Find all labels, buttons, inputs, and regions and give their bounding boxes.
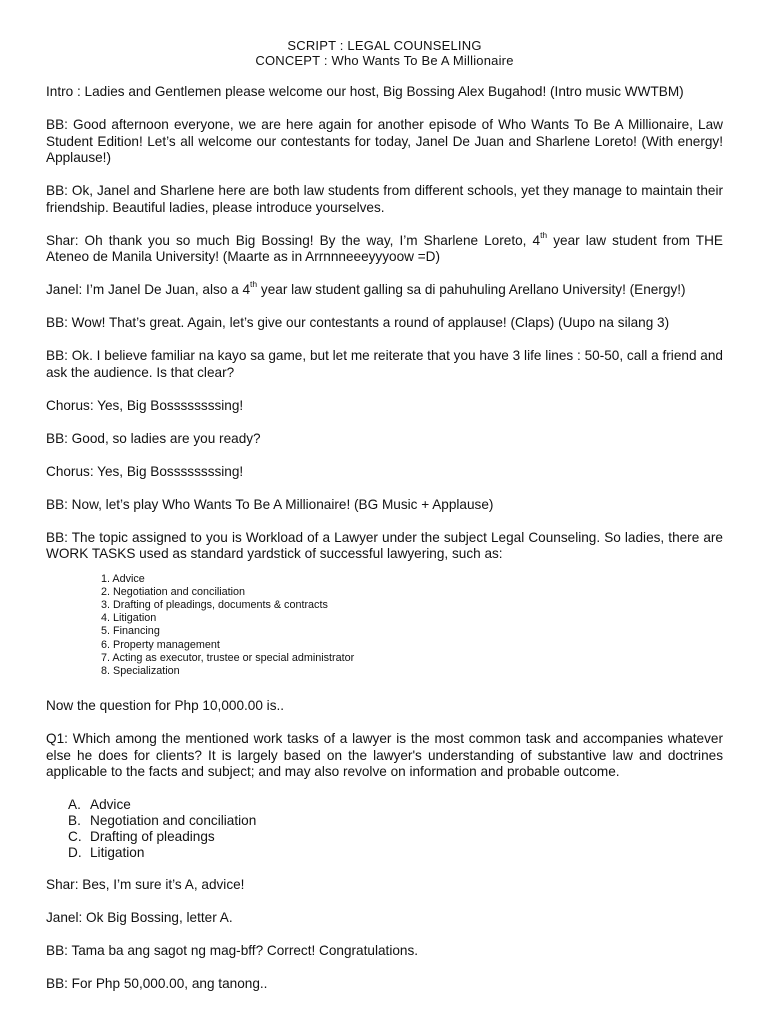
choice-letter: B. — [68, 812, 81, 828]
choice-letter: C. — [68, 828, 82, 844]
answer-choices-list — [46, 797, 723, 861]
list-item: 8. Specialization — [101, 664, 180, 677]
choice-text: Drafting of pleadings — [90, 828, 215, 844]
document-page — [46, 38, 723, 992]
question-1: Q1: Which among the mentioned work tasks of a lawyer is the most common task and accompanies whatever else he does for clients? It is largely based on the lawyer's understanding of substantive law and doctrines applicable to the facts and subject; and may also revolve on information and probable outcome. — [46, 731, 723, 780]
shar-line-answer: Shar: Bes, I’m sure it’s A, advice! — [46, 876, 245, 892]
host-line-greeting: BB: Good afternoon everyone, we are here again for another episode of Who Wants To Be A Millionaire, Law Student Edition! Let’s all welcome our contestants for today, Janel De Juan and Sharlene Loreto! (With energy! Applause!) — [46, 117, 723, 165]
shar-intro-part-2: year law student from THE Ateneo de Manila University! (Maarte as in Arrnnneeeyyyoow =D) — [46, 232, 723, 264]
choice-text: Negotiation and conciliation — [90, 812, 257, 828]
chorus-line-1: Chorus: Yes, Big Bossssssssing! — [46, 397, 244, 413]
list-item: 1. Advice — [101, 572, 145, 585]
host-line-ready: BB: Good, so ladies are you ready? — [46, 430, 261, 446]
host-line-applause: BB: Wow! That’s great. Again, let’s give our contestants a round of applause! (Claps) (Uupo na silang 3) — [46, 315, 670, 330]
host-line-lifelines: BB: Ok. I believe familiar na kayo sa game, but let me reiterate that you have 3 life lines : 50-50, call a friend and ask the audience. Is that clear? — [46, 348, 723, 380]
work-tasks-list — [46, 573, 723, 679]
list-item: 7. Acting as executor, trustee or special administrator — [101, 651, 355, 664]
concept-title: CONCEPT : Who Wants To Be A Millionaire — [255, 53, 514, 68]
choice-text: Litigation — [90, 844, 145, 860]
choice-text: Advice — [90, 796, 131, 812]
list-item: 4. Litigation — [101, 612, 157, 625]
host-line-topic: BB: The topic assigned to you is Workload of a Lawyer under the subject Legal Counseling. So ladies, there are WORK TASKS used as standard yardstick of successful lawyering, such as: — [46, 529, 723, 561]
ordinal-suffix: th — [540, 229, 548, 240]
host-line-play: BB: Now, let’s play Who Wants To Be A Millionaire! (BG Music + Applause) — [46, 496, 494, 512]
list-item: 3. Drafting of pleadings, documents & contracts — [101, 598, 328, 611]
choice-item — [68, 845, 723, 861]
shar-intro-part-1: Shar: Oh thank you so much Big Bossing! By the way, I’m Sharlene Loreto, 4 — [46, 232, 541, 248]
list-item: 2. Negotiation and conciliation — [101, 585, 246, 598]
question-intro-line: Now the question for Php 10,000.00 is.. — [46, 698, 285, 714]
list-item: 6. Property management — [101, 638, 220, 651]
choice-letter: A. — [68, 796, 81, 812]
choice-item — [68, 797, 723, 813]
list-item: 5. Financing — [101, 625, 160, 638]
ordinal-suffix: th — [250, 279, 258, 290]
intro-line: Intro : Ladies and Gentlemen please welcome our host, Big Bossing Alex Bugahod! (Intro music WWTBM) — [46, 84, 684, 99]
janel-intro-part-1: Janel: I’m Janel De Juan, also a 4 — [46, 282, 251, 297]
script-title: SCRIPT : LEGAL COUNSELING — [287, 38, 482, 53]
choice-item — [68, 813, 723, 829]
janel-line-answer: Janel: Ok Big Bossing, letter A. — [46, 909, 233, 925]
janel-intro-part-2: year law student galling sa di pahuhuling Arellano University! (Energy!) — [257, 282, 686, 297]
host-line-next-question: BB: For Php 50,000.00, ang tanong.. — [46, 975, 268, 991]
choice-item — [68, 829, 723, 845]
choice-letter: D. — [68, 844, 82, 860]
shar-line-intro — [46, 229, 723, 266]
host-line-correct: BB: Tama ba ang sagot ng mag-bff? Correct! Congratulations. — [46, 942, 419, 958]
chorus-line-2: Chorus: Yes, Big Bossssssssing! — [46, 463, 244, 479]
host-line-introduce: BB: Ok, Janel and Sharlene here are both law students from different schools, yet they manage to maintain their friendship. Beautiful ladies, please introduce yourselves. — [46, 183, 723, 215]
janel-line-intro — [46, 279, 723, 299]
